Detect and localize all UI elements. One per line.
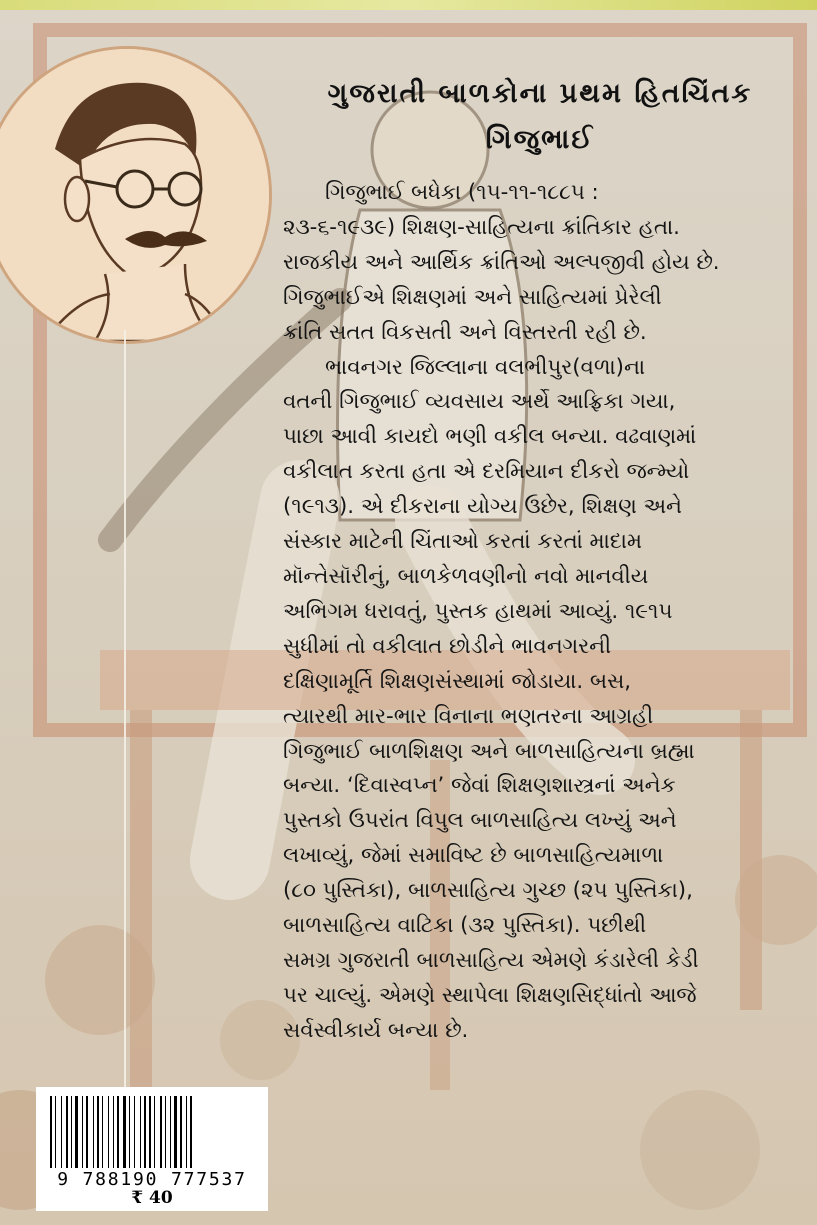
price-label: ₹ 40: [131, 1188, 173, 1208]
text-line: અભિગમ ધરાવતું, પુસ્તક હાથમાં આવ્યું. ૧૯૧૫: [283, 598, 673, 624]
barcode-bar: [183, 1096, 185, 1168]
barcode-bar: [178, 1096, 179, 1168]
text-line: (૧૯૧૩). એ દીકરાના યોગ્ય ઉછેર, શિક્ષણ અને: [283, 494, 682, 520]
barcode-bar: [142, 1096, 143, 1168]
barcode-bar: [66, 1096, 68, 1168]
text-line: પર ચાલ્યું. એમણે સ્થાપેલા શિક્ષણસિદ્ધાંતો આજે: [283, 982, 697, 1008]
barcode-bar: [63, 1096, 65, 1168]
barcode-bar: [69, 1096, 70, 1168]
barcode-bar: [167, 1096, 169, 1168]
book-subtitle: ગિજુભાઈ: [485, 124, 595, 155]
barcode-bar: [102, 1096, 103, 1168]
text-line: વતની ગિજુભાઈ વ્યવસાય અર્થે આફ્રિકા ગયા,: [283, 389, 676, 415]
barcode-bar: [75, 1096, 78, 1168]
text-line: સંસ્કાર માટેની ચિંતાઓ કરતાં કરતાં માદામ: [283, 529, 642, 555]
barcode-bar: [136, 1096, 139, 1168]
barcode-bar: [117, 1096, 119, 1168]
barcode-bar: [149, 1096, 151, 1168]
barcode-bar: [104, 1096, 107, 1168]
barcode-bar: [180, 1096, 182, 1168]
text-line: પાછા આવી કાયદો ભણી વકીલ બન્યા. વઢવાણમાં: [283, 424, 697, 450]
text-line: મૉન્તેસૉરીનું, બાળકેળવણીનો નવો માનવીય: [283, 563, 649, 589]
barcode-bar: [152, 1096, 153, 1168]
barcode-bar: [172, 1096, 173, 1168]
barcode-bar: [186, 1096, 187, 1168]
barcode-bar: [174, 1096, 177, 1168]
barcode-bar: [154, 1096, 155, 1168]
barcode-bar: [93, 1096, 94, 1168]
text-line: લખાવ્યું, જેમાં સમાવિષ્ટ છે બાળસાહિત્યમાળા: [283, 843, 664, 869]
text-line: ગિજુભાઈ બાળશિક્ષણ અને બાળસાહિત્યના બ્રહ્મા: [283, 738, 695, 764]
barcode-bar: [115, 1096, 116, 1168]
barcode-bar: [86, 1096, 88, 1168]
text-line: દક્ષિણામૂર્તિ શિક્ષણસંસ્થામાં જોડાયા. બસ,: [283, 668, 632, 694]
barcode-bar: [193, 1096, 194, 1168]
text-line: સુધીમાં તો વકીલાત છોડીને ભાવનગરની: [283, 633, 612, 659]
barcode-bar: [84, 1096, 85, 1168]
barcode-bar: [79, 1096, 81, 1168]
barcode-bar: [131, 1096, 133, 1168]
barcode-bar: [160, 1096, 162, 1168]
barcode-bar: [71, 1096, 72, 1168]
barcode-bar: [61, 1096, 62, 1168]
barcode-bar: [95, 1096, 96, 1168]
barcode-bar: [53, 1096, 54, 1168]
barcode-label: [36, 1087, 268, 1211]
barcode-bar: [147, 1096, 148, 1168]
barcode-bar: [156, 1096, 159, 1168]
text-line: ૨૩-૬-૧૯૩૯) શિક્ષણ-સાહિત્યના ક્રાંતિકાર હતા.: [283, 214, 680, 240]
isbn-number: 9 788190 777537: [57, 1169, 247, 1190]
barcode-bars: [50, 1096, 255, 1168]
barcode-bar: [188, 1096, 189, 1168]
text-line: પુસ્તકો ઉપરાંત વિપુલ બાળસાહિત્ય લખ્યું અને: [283, 808, 677, 834]
text-line: ક્રાંતિ સતત વિકસતી અને વિસ્તરતી રહી છે.: [283, 319, 647, 345]
text-line: ભાવનગર જિલ્લાના વલભીપુર(વળા)ના: [325, 354, 646, 380]
barcode-bar: [57, 1096, 60, 1168]
book-title: ગુજરાતી બાળકોના પ્રથમ હિતચિંતક: [327, 78, 753, 109]
barcode-bar: [110, 1096, 112, 1168]
text-line: વકીલાત કરતા હતા એ દરમિયાન દીકરો જન્મ્યો: [283, 459, 690, 485]
text-line: રાજકીય અને આર્થિક ક્રાંતિઓ અલ્પજીવી હોય છે.: [283, 249, 720, 275]
barcode-bar: [127, 1096, 128, 1168]
barcode-bar: [129, 1096, 130, 1168]
text-line: બાળસાહિત્ય વાટિકા (૩૨ પુસ્તિકા). પછીથી: [283, 913, 647, 939]
barcode-bar: [190, 1096, 192, 1168]
text-line: ગિજુભાઈએ શિક્ષણમાં અને સાહિત્યમાં પ્રેરેલી: [283, 284, 662, 310]
barcode-bar: [120, 1096, 122, 1168]
barcode-bar: [108, 1096, 109, 1168]
barcode-bar: [50, 1096, 52, 1168]
barcode-bar: [100, 1096, 101, 1168]
barcode-bar: [89, 1096, 92, 1168]
barcode-bar: [165, 1096, 166, 1168]
biography-text: [283, 176, 768, 1049]
barcode-bar: [55, 1096, 56, 1168]
text-line: સમગ્ર ગુજરાતી બાળસાહિત્ય એમણે કંડારેલી કેડી: [283, 947, 699, 973]
text-line: સર્વસ્વીકાર્ય બન્યા છે.: [283, 1017, 469, 1043]
barcode-bar: [113, 1096, 114, 1168]
barcode-bar: [123, 1096, 126, 1168]
barcode-bar: [140, 1096, 141, 1168]
barcode-bar: [170, 1096, 171, 1168]
text-line: બન્યા. ‘દિવાસ્વપ્ન’ જેવાં શિક્ષણશાસ્ત્રનાં અનેક: [283, 773, 676, 799]
barcode-bar: [163, 1096, 164, 1168]
man-with-glasses-portrait-icon: [0, 49, 269, 341]
barcode-bar: [134, 1096, 135, 1168]
barcode-bar: [144, 1096, 146, 1168]
text-line: (૮૦ પુસ્તિકા), બાળસાહિત્ય ગુચ્છ (૨૫ પુસ્તિકા),: [283, 878, 693, 904]
text-line: ત્યારથી માર-ભાર વિનાના ભણતરના આગ્રહી: [283, 703, 654, 729]
barcode-bar: [97, 1096, 99, 1168]
divider-string: [124, 330, 126, 1110]
barcode-bar: [73, 1096, 74, 1168]
barcode-bar: [82, 1096, 83, 1168]
text-line: ગિજુભાઈ બધેકા (૧૫-૧૧-૧૮૮૫ :: [325, 180, 599, 205]
